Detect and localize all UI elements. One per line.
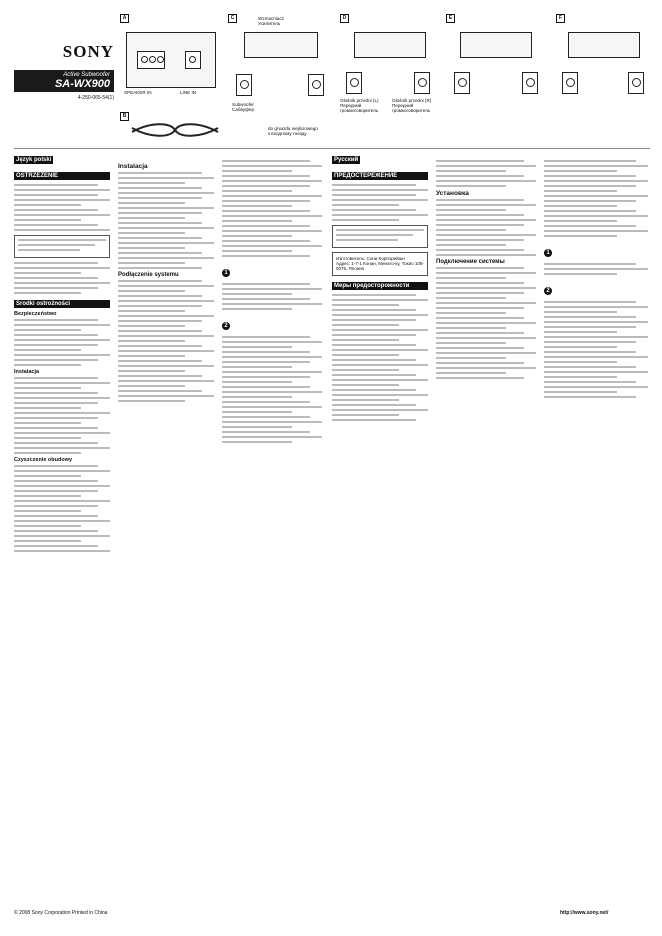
divider — [14, 148, 650, 149]
receiver-label: Wzmacniacz Усилитель — [258, 16, 285, 27]
part-number: 4-250-065-54(1) — [77, 95, 114, 101]
russian-tab: Русский — [334, 157, 359, 163]
figure-a-label: A — [120, 14, 129, 23]
polish-connect-title: Podłączenie systemu — [118, 272, 179, 278]
model-banner — [14, 70, 114, 92]
front-speaker-left — [454, 72, 470, 94]
figure-f-label: F — [556, 14, 565, 23]
front-right-label: Głośnik przedni (R) Передний громкоговоритель — [392, 98, 432, 114]
front-speaker-left — [562, 72, 578, 94]
front-speaker-right — [414, 72, 430, 94]
receiver-box — [460, 32, 532, 58]
step-1-badge: 1 — [544, 249, 552, 257]
footer-copyright: © 2008 Sony Corporation Printed in China — [14, 910, 108, 916]
figure-f — [556, 14, 650, 142]
russian-safety-title: Меры предосторожности — [332, 282, 428, 290]
russian-install-title: Установка — [436, 190, 469, 197]
russian-column-1 — [332, 172, 428, 902]
manufacturer-box: Изготовитель: Сони Корпорейшн Адрес: 1-7-1 Конан, Минато-ку, Токио 108-0075, Япония — [332, 252, 428, 276]
polish-warning-title: OSTRZEŻENIE — [14, 172, 110, 180]
polish-cleaning-sub: Czyszczenie obudowy — [14, 457, 73, 463]
polish-safety-sub: Bezpieczeństwo — [14, 311, 57, 317]
polish-column-2 — [118, 160, 214, 900]
figure-e — [446, 14, 550, 142]
arrow-label: do gniazda wejściowego к входному гнезду — [268, 126, 318, 137]
russian-column-3 — [544, 160, 648, 900]
figure-a — [120, 14, 222, 106]
sub-label: Subwoofer Сабвуфер — [232, 102, 255, 113]
russian-column-2 — [436, 160, 536, 900]
product-type: Active Subwoofer — [63, 72, 110, 78]
footer-url: http://www.sony.net/ — [560, 910, 609, 916]
model-name: SA-WX900 — [54, 78, 110, 90]
front-left-label: Głośnik przedni (L) Передний громкоговоритель — [340, 98, 379, 114]
front-speaker-right — [308, 74, 324, 96]
figure-c — [228, 14, 334, 142]
front-speaker-left — [236, 74, 252, 96]
front-speaker-left — [346, 72, 362, 94]
brand-logo: SONY — [62, 42, 114, 61]
step-2-badge: 2 — [544, 287, 552, 295]
figure-d-label: D — [340, 14, 349, 23]
polish-install-sub: Instalacja — [14, 369, 40, 375]
receiver-box — [354, 32, 426, 58]
step-1-badge: 1 — [222, 269, 230, 277]
cable-illustration — [130, 120, 220, 140]
figure-e-label: E — [446, 14, 455, 23]
front-speaker-right — [522, 72, 538, 94]
figure-b-label: B — [120, 112, 129, 121]
figure-d — [340, 14, 440, 142]
polish-column-3 — [222, 160, 322, 900]
figure-b — [120, 112, 222, 142]
front-speaker-right — [628, 72, 644, 94]
russian-connect-title: Подключение системы — [436, 259, 505, 265]
jack-panel — [126, 32, 216, 88]
speaker-in-label: SPEAKER IN — [124, 90, 152, 95]
polish-install-title: Instalacja — [118, 163, 148, 170]
receiver-box — [568, 32, 640, 58]
line-in-label: LINE IN — [180, 90, 197, 95]
russian-warning-title: ПРЕДОСТЕРЕЖЕНИЕ — [332, 172, 428, 180]
step-2-badge: 2 — [222, 322, 230, 330]
polish-safety-title: Środki ostrożności — [14, 300, 110, 308]
receiver-box — [244, 32, 318, 58]
figure-c-label: C — [228, 14, 237, 23]
polish-tab: Język polski — [16, 157, 52, 163]
brand-block — [14, 14, 114, 106]
polish-column-1 — [14, 172, 110, 902]
